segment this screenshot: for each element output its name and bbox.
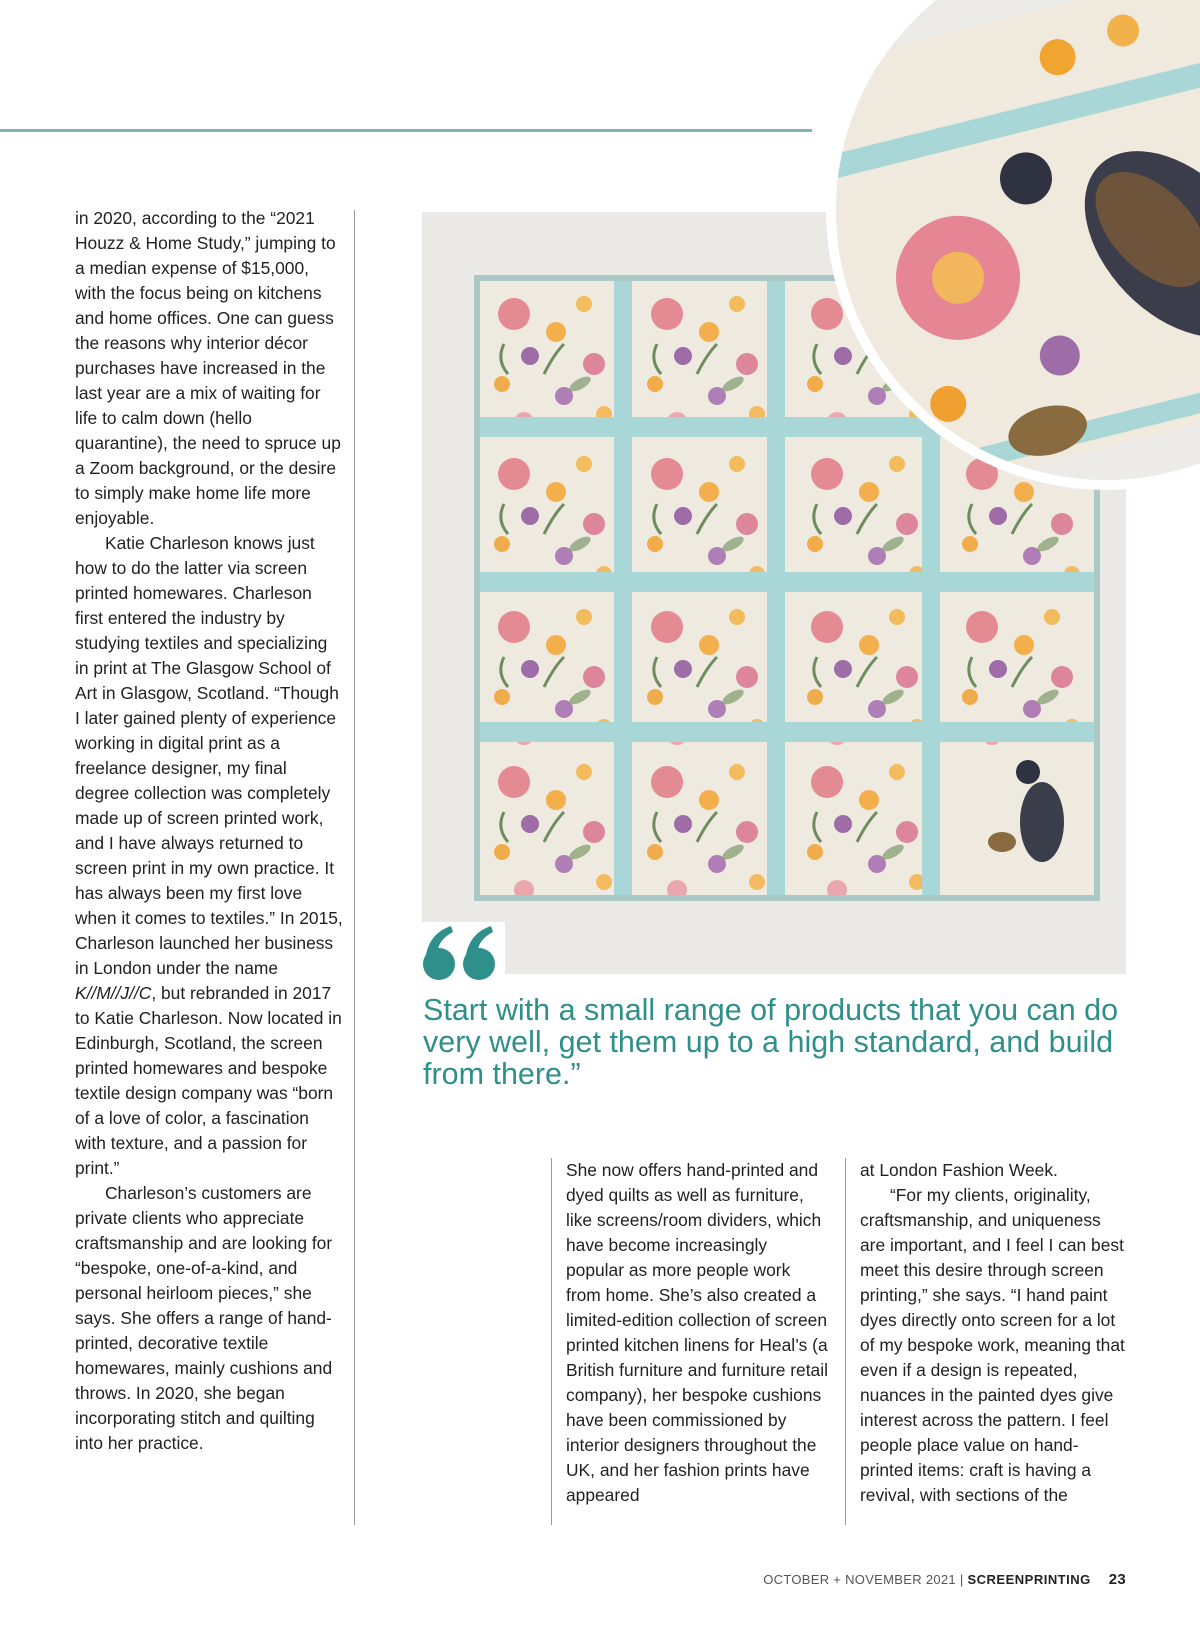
column-divider <box>354 210 355 1525</box>
paragraph: Katie Charleson knows just how to do the latter via screen printed homewares. Charleson first entered the industry by studying textiles and specializing in print at The Glasgow School of Art in Glasgow, Scotland. “Though I later gained plenty of experience working in digital print as a freelance designer, my final degree collection was completely made up of screen printed work, and I have always returned to screen print in my own practice. It has always been my first love when it comes to textiles.” In 2015, Charleson launched her business in London under the name K//M//J//C, but rebranded in 2017 to Katie Charleson. Now located in Edinburgh, Scotland, the screen printed homewares and bespoke textile design company was “born of a love of color, a fascination with texture, and a passion for print.” <box>75 533 343 1178</box>
article-column-3 <box>860 1158 1128 1508</box>
header-rule <box>0 129 812 132</box>
paragraph: She now offers hand-printed and dyed quilts as well as furniture, like screens/room dividers, which have become increasingly popular as more people work from home. She’s also created a limited-edition collection of screen printed kitchen linens for Heal’s (a British furniture and furniture retail company), her bespoke cushions have been commissioned by interior designers throughout the UK, and her fashion prints have appeared <box>566 1160 828 1505</box>
article-column-1 <box>75 206 343 1456</box>
page-number: 23 <box>1108 1571 1126 1588</box>
column-divider <box>845 1158 846 1525</box>
pull-quote: Start with a small range of products that you can do very well, get them up to a high standard, and build from there.” <box>423 993 1119 1091</box>
footer-separator: | <box>959 1572 964 1587</box>
quote-mark-icon <box>421 922 505 982</box>
paragraph: “For my clients, originality, craftsmanship, and uniqueness are important, and I feel I can best meet this desire through screen printing,” she says. “I hand paint dyes directly onto screen for a lot of my bespoke work, meaning that even if a design is repeated, nuances in the painted dyes give interest across the pattern. I feel people place value on hand-printed items: craft is having a revival, with sections of the <box>860 1185 1125 1505</box>
magazine-name: SCREENPRINTING <box>967 1572 1091 1587</box>
paragraph: at London Fashion Week. <box>860 1160 1058 1180</box>
paragraph: in 2020, according to the “2021 Houzz & Home Study,” jumping to a median expense of $15,000, with the focus being on kitchens and home offices. One can guess the reasons why interior décor purchases have increased in the last year are a mix of waiting for life to calm down (hello quarantine), the need to spruce up a Zoom background, or the desire to simply make home life more enjoyable. <box>75 208 341 528</box>
column-divider <box>551 1158 552 1525</box>
page-footer <box>763 1571 1126 1588</box>
issue-date: OCTOBER + NOVEMBER 2021 <box>763 1572 956 1587</box>
brand-name: K//M//J//C <box>75 983 152 1003</box>
paragraph: Charleson’s customers are private clients who appreciate craftsmanship and are looking for “bespoke, one-of-a-kind, and personal heirloom pieces,” she says. She offers a range of hand-printed, decorative textile homewares, mainly cushions and throws. In 2020, she began incorporating stitch and quilting into her practice. <box>75 1183 333 1453</box>
article-column-2 <box>566 1158 828 1508</box>
